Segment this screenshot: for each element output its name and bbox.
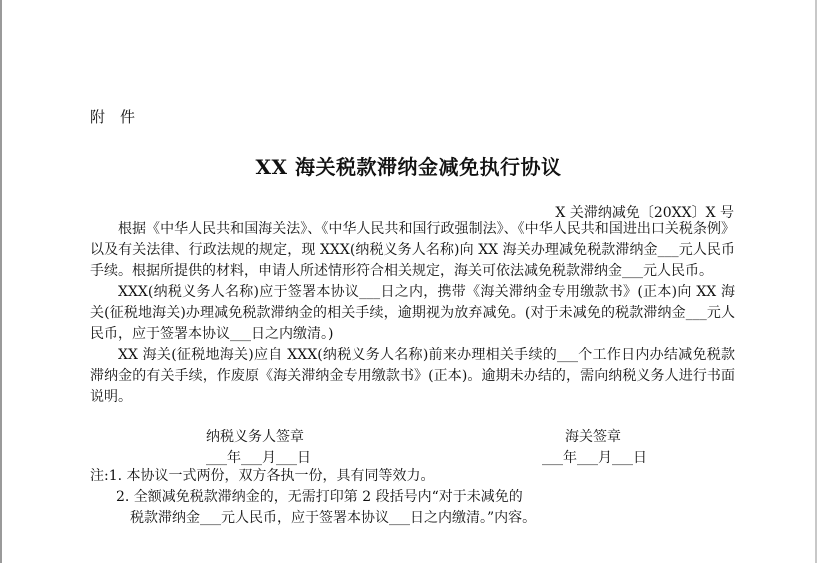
- taxpayer-signature-label: 纳税义务人签章: [206, 429, 304, 445]
- page-left-border: [0, 0, 2, 563]
- paragraph-1: 根据《中华人民共和国海关法》、《中华人民共和国行政强制法》、《中华人民共和国进出口关税条例》以及有关法律、行政法规的规定，现 XXX(纳税义务人名称)向 XX 海关办理减免税款滞纳金___元人民币手续。根据所提供的材料，申请人所述情形符合相关规定，海关可依法减免税款滞纳金___元人民币。: [90, 221, 735, 279]
- paragraph-3: XX 海关(征税地海关)应自 XXX(纳税义务人名称)前来办理相关手续的___个工作日内办结减免税款滞纳金的有关手续，作废原《海关滞纳金专用缴款书》(正本)。逾期未办结的，需向纳税义务人进行书面说明。: [90, 347, 735, 405]
- document-title: XX 海关税款滞纳金减免执行协议: [255, 155, 562, 179]
- document-number: X 关滞纳减免〔20XX〕X 号: [555, 205, 734, 221]
- note-2-line-1: 2. 全额减免税款滞纳金的，无需打印第 2 段括号内“对于未减免的: [116, 489, 523, 505]
- attachment-label: 附 件: [90, 108, 136, 126]
- taxpayer-signature-date: ___年___月___日: [206, 450, 311, 466]
- customs-signature-date: ___年___月___日: [542, 450, 647, 466]
- agreement-body: [90, 219, 735, 408]
- note-1: 注:1. 本协议一式两份，双方各执一份，具有同等效力。: [90, 468, 435, 484]
- note-2-line-2: 税款滞纳金___元人民币，应于签署本协议___日之内缴清。”内容。: [130, 510, 537, 526]
- customs-signature-label: 海关签章: [565, 429, 621, 445]
- notes-section: [90, 466, 735, 529]
- paragraph-2: XXX(纳税义务人名称)应于签署本协议___日之内，携带《海关滞纳金专用缴款书》(正本)向 XX 海关(征税地海关)办理减免税款滞纳金的相关手续，逾期视为放弃减免。(对于未减免的税款滞纳金___元人民币，应于签署本协议___日之内缴清。): [90, 284, 735, 342]
